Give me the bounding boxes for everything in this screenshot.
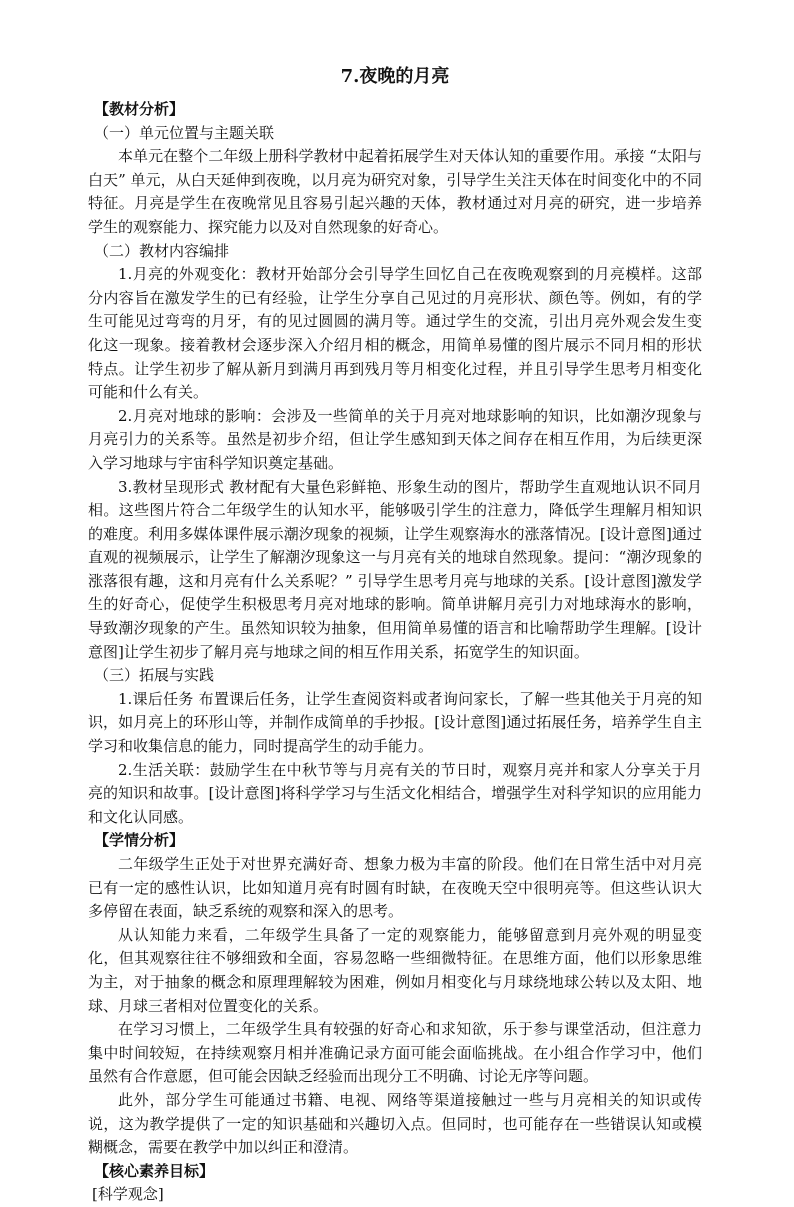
paragraph: 1.课后任务 布置课后任务，让学生查阅资料或者询问家长，了解一些其他关于月亮的知识，如月亮上的环形山等，并制作成简单的手抄报。[设计意图]通过拓展任务，培养学生自主学习和收集信息的能力，同时提高学生的动手能力。 (88, 689, 702, 756)
subheading-scientific-concepts: [科学观念] (92, 1185, 164, 1204)
paragraph: 在学习习惯上，二年级学生具有较强的好奇心和求知欲，乐于参与课堂活动，但注意力集中时间较短，在持续观察月相并准确记录方面可能会面临挑战。在小组合作学习中，他们虽然有合作意愿，但可能会因缺乏经验而出现分工不明确、讨论无序等问题。 (88, 1020, 702, 1086)
document-title: 7.夜晚的月亮 (340, 66, 450, 87)
section-heading-core-literacy-goals: 【核心素养目标】 (94, 1161, 215, 1180)
section-heading-student-analysis: 【学情分析】 (94, 831, 185, 850)
subsection-heading-unit-position: （一）单元位置与主题关联 (94, 123, 275, 142)
paragraph: 2.月亮对地球的影响：会涉及一些简单的关于月亮对地球影响的知识，比如潮汐现象与月亮引力的关系等。虽然是初步介绍，但让学生感知到天体之间存在相互作用，为后续更深入学习地球与宇宙科学知识奠定基础。 (88, 406, 702, 472)
document-page (88, 64, 702, 1207)
section-heading-textbook-analysis: 【教材分析】 (94, 100, 185, 118)
paragraph: 2.生活关联：鼓励学生在中秋节等与月亮有关的节日时，观察月亮并和家人分享关于月亮的知识和故事。[设计意图]将科学学习与生活文化相结合，增强学生对科学知识的应用能力和文化认同感。 (88, 760, 702, 826)
subsection-heading-extension-practice: （三）拓展与实践 (94, 666, 215, 685)
paragraph: 1.月亮的外观变化：教材开始部分会引导学生回忆自己在夜晚观察到的月亮模样。这部分内容旨在激发学生的已有经验，让学生分享自己见过的月亮形状、颜色等。例如，有的学生可能见过弯弯的月牙，有的见过圆圆的满月等。通过学生的交流，引出月亮外观会发生变化这一现象。接着教材会逐步深入介绍月相的概念，用简单易懂的图片展示不同月相的形状特点。让学生初步了解从新月到满月再到残月等月相变化过程，并且引导学生思考月相变化可能和什么有关。 (88, 265, 702, 402)
paragraph: 此外，部分学生可能通过书籍、电视、网络等渠道接触过一些与月亮相关的知识或传说，这为教学提供了一定的知识基础和兴趣切入点。但同时，也可能存在一些错误认知或模糊概念，需要在教学中加以纠正和澄清。 (88, 1090, 702, 1157)
paragraph: 二年级学生正处于对世界充满好奇、想象力极为丰富的阶段。他们在日常生活中对月亮已有一定的感性认识，比如知道月亮有时圆有时缺，在夜晚天空中很明亮等。但这些认识大多停留在表面，缺乏系统的观察和深入的思考。 (88, 855, 702, 921)
paragraph: 本单元在整个二年级上册科学教材中起着拓展学生对天体认知的重要作用。承接 “太阳与白天” 单元，从白天延伸到夜晚，以月亮为研究对象，引导学生关注天体在时间变化中的不同特征。月亮是学生在夜晚常见且容易引起兴趣的天体，教材通过对月亮的研究，进一步培养学生的观察能力、探究能力以及对自然现象的好奇心。 (88, 147, 702, 236)
paragraph: 从认知能力来看，二年级学生具备了一定的观察能力，能够留意到月亮外观的明显变化，但其观察往往不够细致和全面，容易忽略一些细微特征。在思维方面，他们以形象思维为主，对于抽象的概念和原理理解较为困难，例如月相变化与月球绕地球公转以及太阳、地球、月球三者相对位置变化的关系。 (88, 925, 702, 1015)
subsection-heading-content-arrangement: （二）教材内容编排 (94, 241, 230, 260)
paragraph: 3.教材呈现形式 教材配有大量色彩鲜艳、形象生动的图片，帮助学生直观地认识不同月相。这些图片符合二年级学生的认知水平，能够吸引学生的注意力，降低学生理解月相知识的难度。利用多媒体课件展示潮汐现象的视频，让学生观察海水的涨落情况。[设计意图]通过直观的视频展示，让学生了解潮汐现象这一与月亮有关的地球自然现象。提问：“潮汐现象的涨落很有趣，这和月亮有什么关系呢？” 引导学生思考月亮与地球的关系。[设计意图]激发学生的好奇心，促使学生积极思考月亮对地球的影响。简单讲解月亮引力对地球海水的影响，导致潮汐现象的产生。虽然知识较为抽象，但用简单易懂的语言和比喻帮助学生理解。[设计意图]让学生初步了解月亮与地球之间的相互作用关系，拓宽学生的知识面。 (88, 477, 702, 661)
